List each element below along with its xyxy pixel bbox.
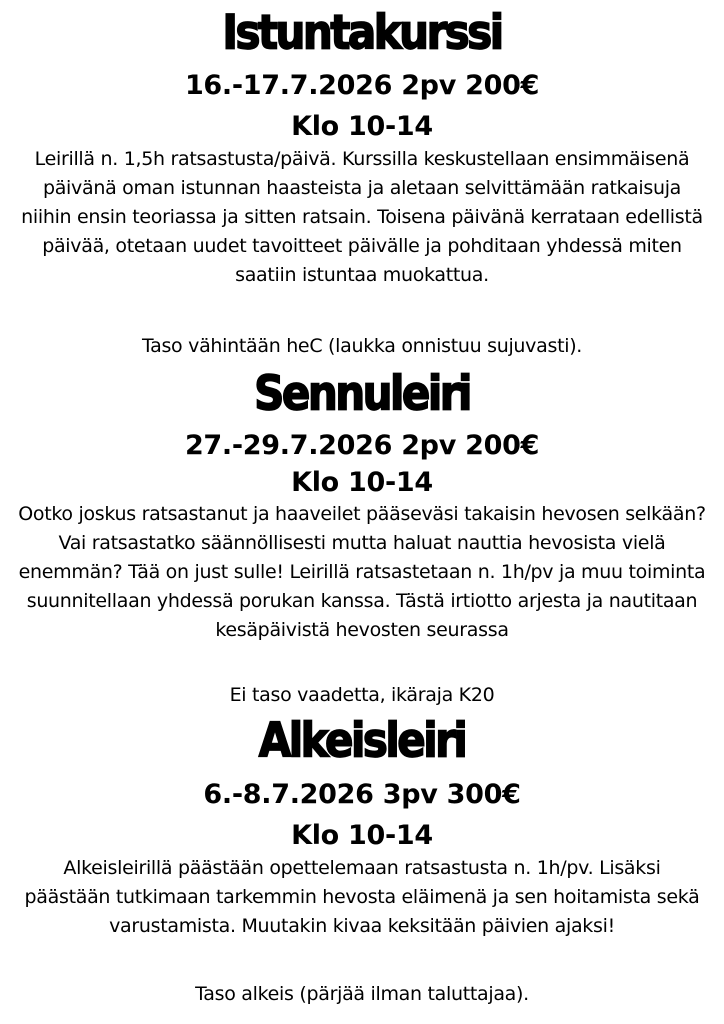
course-dates-price: 27.-29.7.2026 2pv 200€ [184,430,540,461]
course-time: Klo 10-14 [291,467,433,498]
course-level-requirement: Ei taso vaadetta, ikäraja K20 [229,684,495,706]
course-section-alkeisleiri [0,713,724,941]
course-dates-price: 16.-17.7.2026 2pv 200€ [184,70,540,101]
course-title: Istuntakurssi [222,5,502,60]
course-description: Leirillä n. 1,5h ratsastusta/päivä. Kurssilla keskustellaan ensimmäisenä päivänä oman istunnan haasteista ja aletaan selvittämään ratkaisuja niihin ensin teoriassa ja sitten ratsain. Toisena päivänä kerrataan edellistä päivää, otetaan uudet tavoitteet päivälle ja pohditaan yhdessä miten saatiin istuntaa muokattua. [21,148,703,286]
course-section-sennuleiri [0,366,724,498]
course-time: Klo 10-14 [291,820,433,851]
course-section-istuntakurssi [0,5,724,290]
course-description: Alkeisleirillä päästään opettelemaan ratsastusta n. 1h/pv. Lisäksi päästään tutkimaan tarkemmin hevosta eläimenä ja sen hoitamista sekä varustamista. Muutakin kivaa keksitään päivien ajaksi! [24,857,700,937]
course-title: Alkeisleiri [258,713,466,768]
course-title: Sennuleiri [254,366,470,421]
course-level-requirement: Taso alkeis (pärjää ilman taluttajaa). [195,983,529,1005]
course-description: Ootko joskus ratsastanut ja haaveilet pääseväsi takaisin hevosen selkään? Vai ratsastatko säännöllisesti mutta haluat nauttia hevosista vielä enemmän? Tää on just sulle! Leirillä ratsastetaan n. 1h/pv ja muu toiminta suunnitellaan yhdessä porukan kanssa. Tästä irtiotto arjesta ja nautitaan kesäpäivistä hevosten seurassa [18,503,706,641]
course-dates-price: 6.-8.7.2026 3pv 300€ [203,779,521,810]
course-time: Klo 10-14 [291,111,433,142]
course-level-requirement: Taso vähintään heC (laukka onnistuu sujuvasti). [141,335,583,357]
